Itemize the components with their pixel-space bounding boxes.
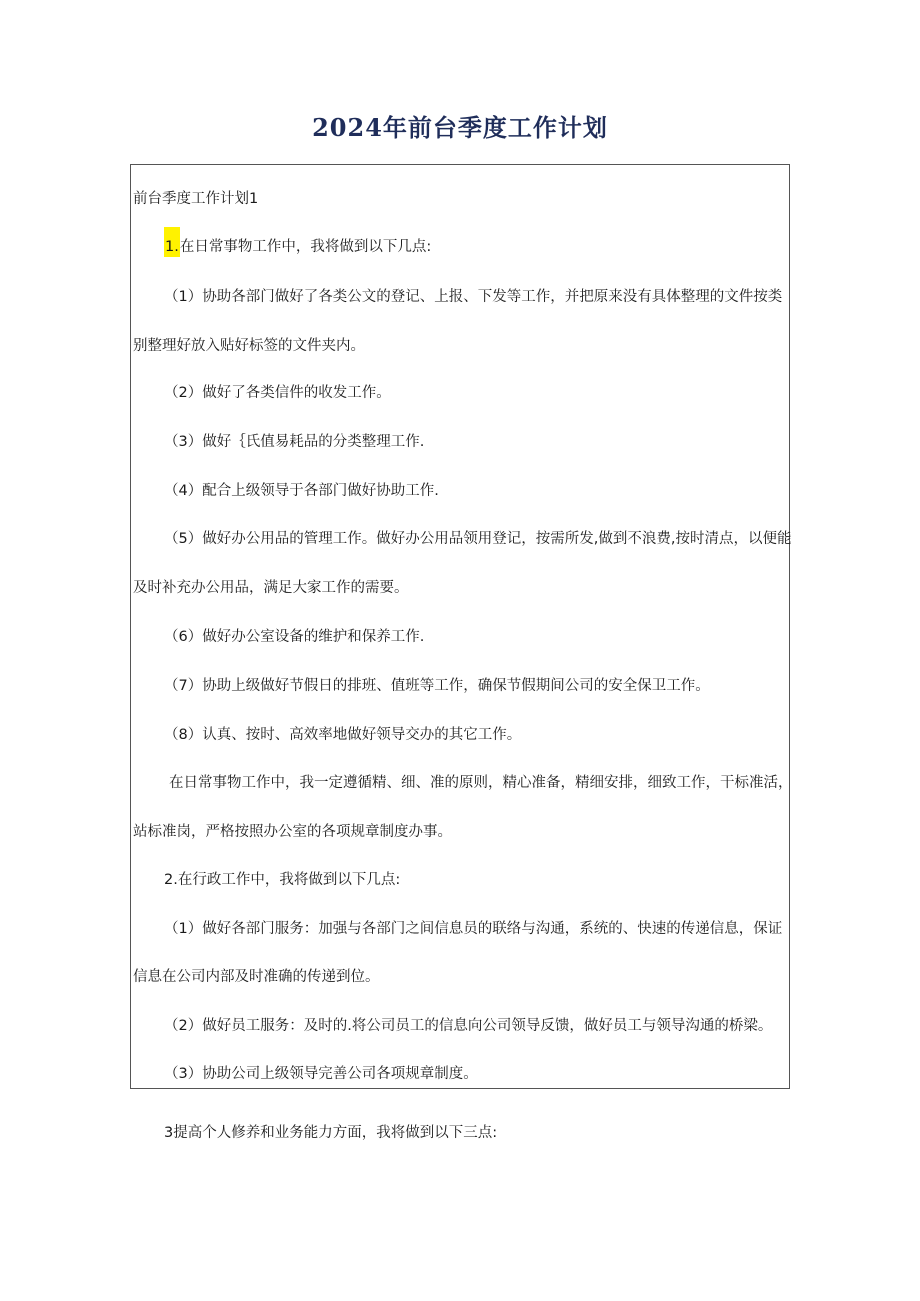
paragraph-5a: （5）做好办公用品的管理工作。做好办公用品领用登记，按需所发,做到不浪费,按时清点，以便能: [164, 531, 792, 547]
paragraph-5b: 及时补充办公用品，满足大家工作的需要。: [133, 580, 409, 596]
paragraph-q1b: 信息在公司内部及时准确的传递到位。: [133, 969, 380, 985]
paragraph-1b: 别整理好放入贴好标签的文件夹内。: [133, 338, 365, 354]
paragraph-1a: （1）协助各部门做好了各类公文的登记、上报、下发等工作，并把原来没有具体整理的文件按类: [164, 289, 783, 305]
section-heading: 前台季度工作计划1: [133, 191, 259, 207]
paragraph-4: （4）配合上级领导于各部门做好协助工作.: [164, 483, 439, 499]
highlighted-number: 1.: [164, 227, 180, 257]
list-item-2: 2.在行政工作中，我将做到以下几点:: [164, 872, 401, 888]
document-title: 2024年前台季度工作计划: [312, 113, 608, 142]
summary-a: 在日常事物工作中，我一定遵循精、细、准的原则，精心准备，精细安排，细致工作，干标准活，: [169, 775, 793, 791]
paragraph-6: （6）做好办公室设备的维护和保养工作.: [164, 629, 425, 645]
list-item-3: 3提高个人修养和业务能力方面，我将做到以下三点:: [164, 1125, 498, 1141]
paragraph-8: （8）认真、按时、高效率地做好领导交办的其它工作。: [164, 727, 522, 743]
summary-b: 站标准岗，严格按照办公室的各项规章制度办事。: [133, 824, 452, 840]
paragraph-3: （3）做好｛氏值易耗品的分类整理工作.: [164, 434, 425, 450]
list-item-1: [164, 237, 431, 257]
list-item-1-text: 在日常事物工作中，我将做到以下几点:: [179, 239, 432, 255]
paragraph-2: （2）做好了各类信件的收发工作。: [164, 385, 391, 401]
paragraph-q1a: （1）做好各部门服务：加强与各部门之间信息员的联络与沟通，系统的、快速的传递信息，保证: [164, 921, 783, 937]
paragraph-q2: （2）做好员工服务：及时的.将公司员工的信息向公司领导反馈，做好员工与领导沟通的桥梁。: [164, 1018, 773, 1034]
paragraph-q3: （3）协助公司上级领导完善公司各项规章制度。: [164, 1066, 478, 1082]
paragraph-7: （7）协助上级做好节假日的排班、值班等工作，确保节假期间公司的安全保卫工作。: [164, 678, 710, 694]
